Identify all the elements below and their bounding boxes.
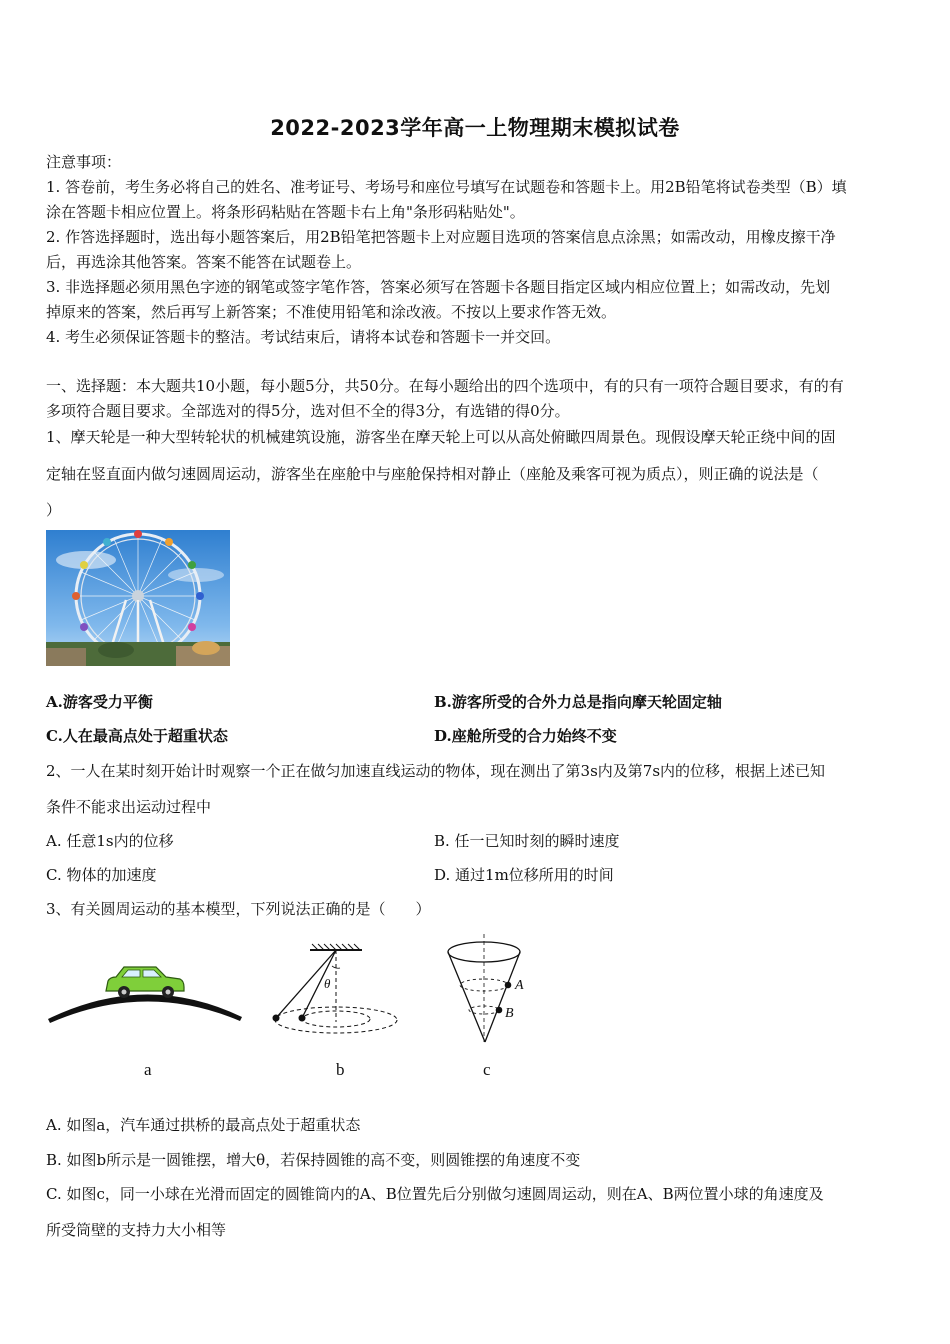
figure-b-conical-pendulum <box>262 940 412 1045</box>
figure-b-label: b <box>336 1060 345 1079</box>
q3-option-c-cont: 所受筒壁的支持力大小相等 <box>46 1221 227 1239</box>
q1-stem: 定轴在竖直面内做匀速圆周运动，游客坐在座舱中与座舱保持相对静止（座舱及乘客可视为质点），则正确的说法是（ <box>46 465 819 483</box>
q2-option-d: D. 通过1m位移所用的时间 <box>434 866 614 884</box>
figure-c-label: c <box>483 1060 491 1079</box>
figure-a-arch-bridge <box>44 955 249 1030</box>
q3-option-a: A. 如图a，汽车通过拱桥的最高点处于超重状态 <box>46 1116 361 1134</box>
notice-line: 2. 作答选择题时，选出每小题答案后，用2B铅笔把答题卡上对应题目选项的答案信息点涂黑；如需改动，用橡皮擦干净 <box>46 228 836 246</box>
car-icon <box>106 967 184 998</box>
notice-line: 1. 答卷前，考生务必将自己的姓名、准考证号、考场号和座位号填写在试题卷和答题卡上。用2B铅笔将试卷类型（B）填 <box>46 178 847 196</box>
notice-heading: 注意事项： <box>46 153 122 171</box>
q2-stem: 条件不能求出运动过程中 <box>46 798 212 816</box>
section-instructions: 多项符合题目要求。全部选对的得5分，选对但不全的得3分，有选错的得0分。 <box>46 402 570 420</box>
notice-line: 后，再选涂其他答案。答案不能答在试题卷上。 <box>46 253 362 271</box>
q3-option-c: C. 如图c，同一小球在光滑而固定的圆锥筒内的A、B位置先后分别做匀速圆周运动，则在A、B两位置小球的角速度及 <box>46 1185 824 1203</box>
figure-c-cone <box>440 930 540 1050</box>
notice-line: 3. 非选择题必须用黑色字迹的钢笔或签字笔作答，答案必须写在答题卡各题目指定区域内相应位置上；如需改动，先划 <box>46 278 831 296</box>
q1-option-b: B.游客所受的合外力总是指向摩天轮固定轴 <box>434 693 722 711</box>
q2-option-a: A. 任意1s内的位移 <box>46 832 174 850</box>
page-title: 2022-2023学年高一上物理期末模拟试卷 <box>270 116 680 140</box>
q1-option-a: A.游客受力平衡 <box>46 693 153 711</box>
theta-label: θ <box>324 976 331 991</box>
q1-option-c: C.人在最高点处于超重状态 <box>46 727 228 745</box>
q1-stem: 1、摩天轮是一种大型转轮状的机械建筑设施，游客坐在摩天轮上可以从高处俯瞰四周景色。现假设摩天轮正绕中间的固 <box>46 428 836 446</box>
notice-line: 4. 考生必须保证答题卡的整洁。考试结束后，请将本试卷和答题卡一并交回。 <box>46 328 561 346</box>
q3-stem: 3、有关圆周运动的基本模型，下列说法正确的是（ ） <box>46 900 431 918</box>
notice-line: 涂在答题卡相应位置上。将条形码粘贴在答题卡右上角"条形码粘贴处"。 <box>46 203 525 221</box>
section-instructions: 一、选择题：本大题共10小题，每小题5分，共50分。在每小题给出的四个选项中，有的只有一项符合题目要求，有的有 <box>46 377 844 395</box>
q2-option-c: C. 物体的加速度 <box>46 866 157 884</box>
notice-line: 掉原来的答案，然后再写上新答案；不准使用铅笔和涂改液。不按以上要求作答无效。 <box>46 303 617 321</box>
q1-stem: ） <box>46 501 62 519</box>
point-a-label: A <box>515 978 524 993</box>
ferris-wheel-photo <box>46 530 230 666</box>
q2-stem: 2、一人在某时刻开始计时观察一个正在做匀加速直线运动的物体，现在测出了第3s内及第7s内的位移，根据上述已知 <box>46 762 826 780</box>
point-b-label: B <box>505 1006 514 1021</box>
q2-option-b: B. 任一已知时刻的瞬时速度 <box>434 832 620 850</box>
figure-a-label: a <box>144 1060 152 1079</box>
q1-option-d: D.座舱所受的合力始终不变 <box>434 727 617 745</box>
q3-option-b: B. 如图b所示是一圆锥摆，增大θ，若保持圆锥的高不变，则圆锥摆的角速度不变 <box>46 1151 581 1169</box>
